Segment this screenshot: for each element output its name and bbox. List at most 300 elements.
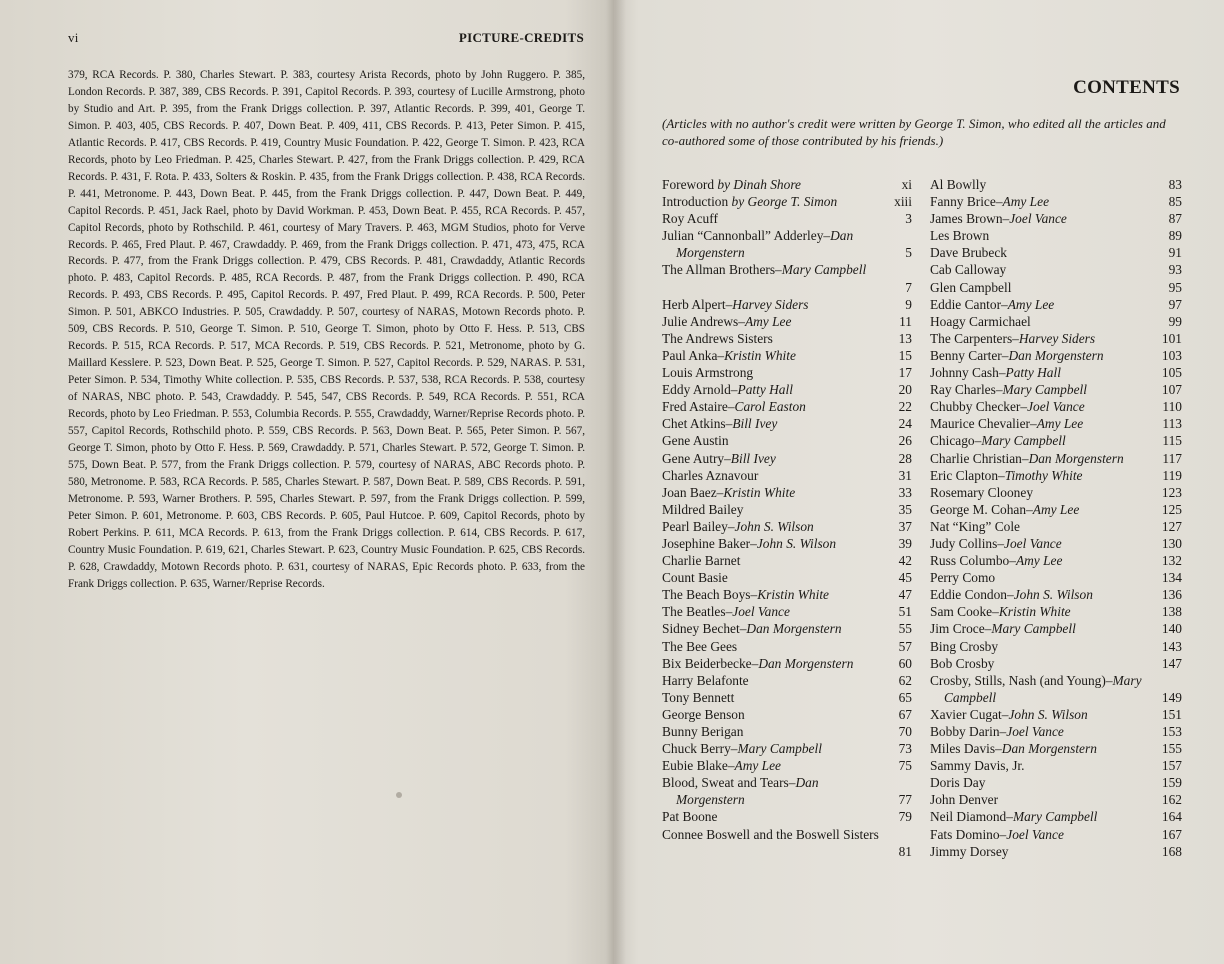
- toc-entry-subject: Jimmy Dorsey: [930, 843, 1009, 859]
- toc-entry: [930, 176, 1182, 193]
- toc-entry-title: [662, 552, 890, 569]
- toc-entry: [930, 450, 1182, 467]
- toc-entry: [930, 552, 1182, 569]
- toc-entry-title: [930, 364, 1160, 381]
- toc-entry-subject: Harry Belafonte: [662, 672, 749, 688]
- right-page: [614, 0, 1224, 964]
- toc-entry-page: 22: [898, 399, 912, 415]
- toc-entry-title: [662, 518, 890, 535]
- toc-entry-author: John S. Wilson: [1013, 587, 1093, 603]
- toc-entry-page: 9: [905, 296, 912, 312]
- toc-entry-subject: Charles Aznavour: [662, 467, 759, 483]
- toc-entry-subject: Chet Atkins–: [662, 416, 733, 432]
- toc-entry-title: [662, 757, 890, 774]
- toc-entry-title: [930, 620, 1160, 637]
- toc-entry: [930, 535, 1182, 552]
- toc-entry-title: [930, 450, 1160, 467]
- toc-entry-page: xiii: [894, 194, 912, 210]
- toc-entry-page: 107: [1161, 382, 1182, 398]
- toc-entry-title: [662, 450, 890, 467]
- toc-entry: [930, 501, 1182, 518]
- toc-entry-title: [930, 843, 1160, 860]
- toc-entry-title: [930, 176, 1160, 193]
- toc-entry-subject: George Benson: [662, 706, 745, 722]
- toc-entry: [662, 638, 912, 655]
- toc-entry-title: [930, 193, 1160, 210]
- toc-entry-page: 140: [1161, 621, 1182, 637]
- toc-entry-title: [662, 296, 890, 313]
- toc-entry: [930, 398, 1182, 415]
- toc-entry-author: Mary Campbell: [981, 433, 1066, 449]
- toc-entry: [662, 774, 912, 808]
- toc-entry-title: [662, 655, 890, 672]
- toc-entry: [662, 467, 912, 484]
- toc-entry-page: 33: [898, 484, 912, 500]
- toc-entry-author: Joel Vance: [1004, 535, 1062, 551]
- toc-entry-page: 157: [1161, 758, 1182, 774]
- toc-entry-page: 31: [898, 467, 912, 483]
- toc-entry-page: 42: [898, 553, 912, 569]
- toc-entry-subject: Perry Como: [930, 570, 996, 586]
- toc-entry-title: [662, 467, 890, 484]
- toc-entry-subject: Benny Carter–: [930, 347, 1009, 363]
- toc-entry-title: [662, 398, 890, 415]
- toc-entry: [930, 210, 1182, 227]
- toc-entry: [930, 432, 1182, 449]
- toc-entry-author: John S. Wilson: [756, 535, 837, 551]
- toc-entry-author: Patty Hall: [1005, 365, 1061, 381]
- toc-entry: [662, 398, 912, 415]
- toc-entry-subject: Blood, Sweat and Tears–: [662, 775, 796, 791]
- toc-entry-author: Dan Morgenstern: [746, 621, 842, 637]
- toc-entry-subject: Bob Crosby: [930, 655, 995, 671]
- toc-entry-author: by George T. Simon: [731, 194, 838, 210]
- toc-entry-page: 162: [1161, 792, 1182, 808]
- toc-entry: [662, 569, 912, 586]
- toc-entry-subject: Russ Columbo–: [930, 553, 1016, 569]
- toc-entry-subject: The Carpenters–: [930, 330, 1019, 346]
- toc-entry-page: 95: [1168, 279, 1182, 295]
- toc-entry-page: 62: [898, 672, 912, 688]
- toc-entry-author: Amy Lee: [744, 313, 792, 329]
- toc-entry-author: Bill Ivey: [730, 450, 776, 466]
- toc-entry-page: 99: [1168, 313, 1182, 329]
- toc-entry-page: 45: [898, 570, 912, 586]
- toc-entry-title: [930, 655, 1160, 672]
- toc-entry-subject: Bing Crosby: [930, 638, 999, 654]
- toc-entry-author: Joel Vance: [1006, 826, 1064, 842]
- toc-entry: [662, 723, 912, 740]
- toc-entry-subject: Louis Armstrong: [662, 365, 754, 381]
- toc-entry-author: Dan Morgenstern: [1008, 347, 1104, 363]
- toc-entry-subject: Fanny Brice–: [930, 194, 1003, 210]
- toc-entry-subject: Mildred Bailey: [662, 501, 744, 517]
- toc-entry-page: 83: [1168, 177, 1182, 192]
- toc-entry-page: 134: [1161, 570, 1182, 586]
- toc-entry: [930, 261, 1182, 278]
- toc-entry-page: 20: [898, 382, 912, 398]
- toc-entry-subject: Dave Brubeck: [930, 245, 1007, 261]
- toc-entry: [662, 552, 912, 569]
- toc-entry: [662, 655, 912, 672]
- toc-entry-subject: George M. Cohan–: [930, 501, 1033, 517]
- page-number: vi: [68, 30, 79, 45]
- toc-entry-page: 26: [898, 433, 912, 449]
- toc-entry-author: Amy Lee: [734, 758, 781, 774]
- contents-heading: CONTENTS: [1073, 77, 1180, 98]
- toc-entry-page: 11: [899, 313, 912, 329]
- toc-entry-title: [930, 432, 1160, 449]
- toc-entry-author: John S. Wilson: [734, 518, 814, 534]
- toc-entry-title: [930, 261, 1160, 278]
- toc-entry-author: Carol Easton: [734, 399, 806, 415]
- toc-entry-page: 167: [1161, 826, 1182, 842]
- toc-entry-author: Kristin White: [724, 347, 796, 363]
- toc-entry-subject: Roy Acuff: [662, 211, 718, 227]
- toc-entry-title: [930, 210, 1160, 227]
- toc-entry-subject: Doris Day: [930, 775, 986, 791]
- toc-entry: [930, 774, 1182, 791]
- toc-entry-author: Joel Vance: [1006, 724, 1064, 739]
- toc-entry-author: by Dinah Shore: [717, 177, 801, 192]
- toc-entry-title: [930, 484, 1160, 501]
- toc-entry-title: [662, 330, 890, 347]
- toc-entry-page: 17: [898, 365, 912, 381]
- toc-entry: [930, 193, 1182, 210]
- toc-entry-page: 117: [1162, 450, 1182, 466]
- toc-entry-page: 123: [1161, 484, 1182, 500]
- toc-entry: [930, 279, 1182, 296]
- toc-entry: [930, 826, 1182, 843]
- toc-entry-subject: Pearl Bailey–: [662, 518, 735, 534]
- toc-entry-title: [662, 620, 890, 637]
- toc-entry-title: [930, 569, 1160, 586]
- toc-entry-title: [662, 501, 890, 518]
- toc-entry-title: [930, 740, 1160, 757]
- toc-entry: [930, 740, 1182, 757]
- toc-entry-title: [930, 347, 1160, 364]
- toc-entry-title: [662, 826, 890, 843]
- toc-entry-subject: Bobby Darin–: [930, 724, 1007, 739]
- toc-entry: [930, 723, 1182, 740]
- toc-entry: [662, 347, 912, 364]
- toc-entry-subject: The Bee Gees: [662, 638, 738, 654]
- toc-entry-page: 13: [898, 330, 912, 346]
- toc-entry-subject: Eubie Blake–: [662, 758, 735, 774]
- toc-entry-subject: Rosemary Clooney: [930, 484, 1034, 500]
- toc-entry: [662, 484, 912, 501]
- toc-entry: [662, 535, 912, 552]
- toc-entry-subject: Eric Clapton–: [930, 467, 1005, 483]
- picture-credits-text: 379, RCA Records. P. 380, Charles Stewart. P. 383, courtesy Arista Records, photo by John Ruggero. P. 385, London Records. P. 387, 389, CBS Records. P. 391, Capitol Records. P. 393, courtesy of Lucille Armstrong, photo by Studio and Art. P. 395, from the Frank Driggs collection. P. 397, Atlantic Records. P. 399, 401, George T. Simon. P. 403, 405, CBS Records. P. 407, Down Beat. P. 409, 411, CBS Records. P. 413, Peter Simon. P. 415, Atlantic Records. P. 417, CBS Records. P. 419, Country Music Foundation. P. 422, George T. Simon. P. 423, RCA Records, photo by Leo Friedman. P. 425, Charles Stewart. P. 427, from the Frank Driggs collection. P. 429, RCA Records. P. 431, F. Rota. P. 433, Solters & Roskin. P. 435, from the Frank Driggs collection. P. 438, RCA Records. P. 441, Metronome. P. 443, Down Beat. P. 445, from the Frank Driggs collection. P. 447, Down Beat. P. 449, Capitol Records. P. 451, Jack Rael, photo by David Workman. P. 453, Down Beat. P. 455, RCA Records. P. 457, Capitol Records, photo by Rothschild. P. 461, courtesy of Mary Travers. P. 463, MGM Studios, photo for Verve Records. P. 465, Fred Plaut. P. 467, Crawdaddy. P. 469, from the Frank Driggs collection. P. 471, 473, 475, RCA Records. P. 477, from the Frank Driggs collection. P. 479, CBS Records. P. 481, Crawdaddy, Atlantic Records photo. P. 483, Capitol Records. P. 485, RCA Records. P. 487, from the Frank Driggs collection. P. 490, RCA Records. P. 493, CBS Records. P. 495, Capitol Records. P. 497, Fred Plaut. P. 499, RCA Records. P. 500, Peter Simon. P. 501, ABKCO Industries. P. 505, Crawdaddy. P. 507, courtesy of NARAS, Motown Records photo. P. 509, CBS Records. P. 510, George T. Simon. P. 510, George T. Simon, photo by Otto F. Hess. P. 513, CBS Records. P. 515, RCA Records. P. 517, MCA Records. P. 519, CBS Records. P. 521, Metronome, photo by G. Maillard Kesslere. P. 523, Down Beat. P. 525, George T. Simon. P. 527, Capitol Records. P. 529, NARAS. P. 531, Peter Simon. P. 534, Timothy White collection. P. 535, CBS Records. P. 537, 538, RCA Records. P. 538, courtesy of NARAS, NBC photo. P. 543, Crawdaddy. P. 545, 547, CBS Records. P. 549, RCA Records. P. 551, RCA Records, photo by Leo Friedman. P. 553, Columbia Records. P. 555, Crawdaddy, Warner/Reprise Records photo. P. 557, Capitol Records, Rothschild photo. P. 559, CBS Records. P. 563, Down Beat. P. 565, Peter Simon. P. 567, George T. Simon, photo by Otto F. Hess. P. 569, Crawdaddy. P. 571, Charles Stewart. P. 572, George T. Simon. P. 575, Down Beat. P. 577, from the Frank Driggs collection. P. 579, courtesy of NARAS, ABC Records photo. P. 580, Metronome. P. 583, RCA Records. P. 585, Charles Stewart. P. 587, Down Beat. P. 589, CBS Records. P. 591, Metronome. P. 593, Warner Brothers. P. 595, Charles Stewart. P. 597, from the Frank Driggs collection. P. 599, Peter Simon. P. 601, Metronome. P. 603, CBS Records. P. 605, Paul Hutcoe. P. 609, Capitol Records, photo by Robert Perkins. P. 611, MCA Records. P. 613, from the Frank Driggs collection. P. 614, CBS Records. P. 617, Country Music Foundation. P. 619, 621, Charles Stewart. P. 623, Country Music Foundation. P. 625, CBS Records. P. 628, Crawdaddy, Motown Records photo. P. 631, courtesy of NARAS, Epic Records photo. P. 633, from the Frank Driggs collection. P. 635, Warner/Reprise Records.: [68, 69, 585, 590]
- toc-entry-title: [930, 398, 1160, 415]
- toc-entry-title: [662, 774, 890, 808]
- toc-entry-page: 65: [898, 689, 912, 705]
- toc-entry-page: 87: [1168, 211, 1182, 227]
- toc-entry-subject: Maurice Chevalier–: [930, 416, 1037, 432]
- toc-entry: [662, 808, 912, 825]
- toc-entry: [930, 518, 1182, 535]
- toc-entry-page: 125: [1161, 501, 1182, 517]
- toc-entry: [930, 603, 1182, 620]
- toc-entry-subject: Charlie Barnet: [662, 553, 741, 569]
- toc-entry-subject: The Beatles–: [662, 604, 733, 620]
- toc-entry: [662, 415, 912, 432]
- toc-entry: [662, 313, 912, 330]
- toc-entry-title: [662, 484, 890, 501]
- toc-entry-subject: Eddie Cantor–: [930, 296, 1008, 312]
- toc-entry-page: 7: [905, 279, 912, 295]
- toc-entry-page: 103: [1161, 347, 1182, 363]
- toc-column-right: [930, 176, 1182, 860]
- toc-entry: [662, 330, 912, 347]
- toc-entry-page: 130: [1161, 535, 1182, 551]
- toc-entry-subject: Glen Campbell: [930, 279, 1012, 295]
- toc-entry-subject: Bix Beiderbecke–: [662, 655, 759, 671]
- toc-entry-subject: Chubby Checker–: [930, 399, 1028, 415]
- toc-entry-title: [662, 313, 890, 330]
- toc-entry: [930, 347, 1182, 364]
- toc-entry-page: 93: [1168, 262, 1182, 278]
- toc-entry-page: 138: [1161, 604, 1182, 620]
- toc-entry-title: [930, 244, 1160, 261]
- toc-entry-page: 132: [1161, 553, 1182, 569]
- toc-entry-title: [662, 723, 890, 740]
- toc-entry-page: 37: [898, 518, 912, 534]
- toc-entry-title: [662, 261, 890, 278]
- toc-entry-page: 101: [1161, 330, 1182, 346]
- toc-entry-title: [662, 210, 890, 227]
- toc-entry-subject: Count Basie: [662, 570, 728, 586]
- toc-entry-page: 91: [1168, 245, 1182, 261]
- toc-entry-title: [930, 535, 1160, 552]
- toc-entry-title: [662, 432, 890, 449]
- toc-entry: [662, 689, 912, 706]
- toc-entry-author: Joel Vance: [1009, 211, 1067, 227]
- toc-entry: [662, 740, 912, 757]
- toc-entry-subject: Gene Austin: [662, 433, 729, 449]
- toc-entry: [662, 603, 912, 620]
- toc-entry: [662, 518, 912, 535]
- toc-entry: [662, 296, 912, 313]
- toc-entry-subject: The Allman Brothers–: [662, 262, 782, 278]
- toc-entry-page: 143: [1161, 638, 1182, 654]
- toc-entry-title: [930, 586, 1160, 603]
- toc-entry-subject: Fats Domino–: [930, 826, 1007, 842]
- toc-entry-page: 127: [1161, 518, 1182, 534]
- toc-entry: [930, 843, 1182, 860]
- toc-entry-title: [662, 176, 890, 193]
- toc-entry-author: Dan Morgenstern: [1001, 741, 1097, 757]
- toc-entry: [662, 672, 912, 689]
- toc-entry-title: [930, 279, 1160, 296]
- toc-entry-author: Mary Campbell: [781, 262, 867, 278]
- toc-entry-page: 57: [898, 638, 912, 654]
- toc-entry-title: [930, 757, 1160, 774]
- toc-entry-author: Joel Vance: [1027, 399, 1085, 415]
- toc-entry-title: [662, 347, 890, 364]
- toc-entry: [930, 484, 1182, 501]
- toc-entry-subject: James Brown–: [930, 211, 1010, 227]
- toc-entry-title: [930, 330, 1160, 347]
- toc-entry-page: 119: [1162, 467, 1182, 483]
- toc-entry: [662, 432, 912, 449]
- toc-entry-author: Amy Lee: [1036, 416, 1084, 432]
- toc-entry: [930, 672, 1182, 706]
- toc-entry-subject: Nat “King” Cole: [930, 518, 1020, 534]
- toc-entry-author: John S. Wilson: [1008, 706, 1088, 722]
- toc-entry-page: 75: [898, 758, 912, 774]
- toc-entry-subject: Introduction: [662, 194, 732, 210]
- toc-entry-subject: Joan Baez–: [662, 484, 724, 500]
- toc-entry-page: 85: [1168, 194, 1182, 210]
- toc-entry-author: Mary Campbell: [1012, 809, 1098, 825]
- toc-entry-subject: Julian “Cannonball” Adderley–: [662, 228, 831, 244]
- toc-entry-page: 79: [898, 809, 912, 825]
- toc-entry-subject: Cab Calloway: [930, 262, 1007, 278]
- toc-entry-title: [930, 415, 1160, 432]
- toc-entry-title: [930, 774, 1160, 791]
- toc-entry-author: Kristin White: [757, 587, 829, 603]
- toc-entry: [662, 364, 912, 381]
- toc-entry-title: [662, 535, 890, 552]
- toc-entry-page: 67: [898, 706, 912, 722]
- toc-entry-page: 39: [898, 535, 912, 551]
- toc-entry-title: [662, 227, 890, 261]
- toc-entry: [930, 330, 1182, 347]
- toc-entry-page: 47: [898, 587, 912, 603]
- toc-entry-page: 159: [1161, 775, 1182, 791]
- toc-entry-subject: Al Bowlly: [930, 177, 987, 192]
- toc-entry-subject: The Andrews Sisters: [662, 330, 773, 346]
- toc-entry-title: [930, 723, 1160, 740]
- toc-entry-title: [930, 638, 1160, 655]
- toc-entry-author: Mary Campbell: [737, 741, 822, 757]
- toc-entry-page: xi: [901, 177, 912, 192]
- contents-note: (Articles with no author's credit were written by George T. Simon, who edited all the articles and co-authored some of those contributed by his friends.): [662, 116, 1166, 148]
- toc-entry: [930, 244, 1182, 261]
- toc-entry-subject: Les Brown: [930, 228, 990, 244]
- toc-entry-page: 168: [1161, 843, 1182, 859]
- toc-entry-page: 153: [1161, 724, 1182, 739]
- toc-entry-page: 3: [905, 211, 912, 227]
- toc-entry: [662, 620, 912, 637]
- toc-entry-subject: Charlie Christian–: [930, 450, 1029, 466]
- toc-entry-title: [662, 689, 890, 706]
- toc-entry: [662, 450, 912, 467]
- book-gutter: [606, 0, 626, 964]
- toc-entry: [662, 757, 912, 774]
- toc-entry-title: [662, 381, 890, 398]
- toc-entry-subject: Chuck Berry–: [662, 741, 738, 757]
- toc-entry-title: [930, 501, 1160, 518]
- toc-entry: [662, 826, 912, 860]
- toc-entry: [930, 569, 1182, 586]
- toc-entry: [662, 227, 912, 261]
- toc-entry-author: Dan Morgenstern: [1028, 450, 1124, 466]
- toc-entry-page: 15: [898, 347, 912, 363]
- toc-entry: [930, 791, 1182, 808]
- toc-entry-subject: Gene Autry–: [662, 450, 731, 466]
- toc-entry-title: [662, 193, 890, 210]
- toc-entry-title: [662, 586, 890, 603]
- toc-entry-subject: Connee Boswell and the Boswell Sisters: [662, 826, 879, 842]
- toc-entry-subject: Foreword: [662, 177, 718, 192]
- toc-entry-title: [930, 381, 1160, 398]
- toc-entry-author: Amy Lee: [1015, 553, 1063, 569]
- toc-entry-title: [930, 791, 1160, 808]
- toc-entry-page: 110: [1162, 399, 1182, 415]
- toc-entry-title: [930, 808, 1160, 825]
- toc-entry-subject: Paul Anka–: [662, 347, 725, 363]
- toc-entry-page: 164: [1161, 809, 1182, 825]
- toc-entry-author: Joel Vance: [732, 604, 790, 620]
- toc-entry-subject: Crosby, Stills, Nash (and Young)–: [930, 672, 1113, 688]
- toc-entry-page: 77: [898, 792, 912, 808]
- toc-entry-page: 115: [1162, 433, 1182, 449]
- toc-entry-title: [662, 638, 890, 655]
- toc-entry-page: 89: [1168, 228, 1182, 244]
- toc-entry: [930, 364, 1182, 381]
- page-blemish: [396, 792, 402, 798]
- toc-entry-title: [930, 467, 1160, 484]
- toc-entry-page: 155: [1161, 741, 1182, 757]
- toc-entry-page: 28: [898, 450, 912, 466]
- toc-entry-title: [662, 808, 890, 825]
- toc-entry-title: [662, 672, 890, 689]
- toc-entry-subject: Judy Collins–: [930, 535, 1005, 551]
- toc-entry: [662, 210, 912, 227]
- toc-entry-subject: Eddy Arnold–: [662, 382, 738, 398]
- toc-entry-subject: Hoagy Carmichael: [930, 313, 1031, 329]
- toc-entry-title: [930, 518, 1160, 535]
- toc-entry-subject: Johnny Cash–: [930, 365, 1006, 381]
- toc-entry-subject: Herb Alpert–: [662, 296, 733, 312]
- toc-entry: [662, 176, 912, 193]
- toc-entry-title: [930, 227, 1160, 244]
- toc-entry-author: Patty Hall: [737, 382, 793, 398]
- toc-entry: [930, 638, 1182, 655]
- toc-entry-author: Harvey Siders: [732, 296, 809, 312]
- toc-entry-title: [930, 296, 1160, 313]
- toc-entry-author: Amy Lee: [1002, 194, 1050, 210]
- toc-entry-author: Amy Lee: [1007, 296, 1055, 312]
- toc-entry-page: 70: [898, 724, 912, 739]
- toc-column-left: [662, 176, 912, 860]
- toc-entry-author: Dan Morgenstern: [676, 775, 819, 808]
- toc-entry: [662, 586, 912, 603]
- toc-entry-subject: Eddie Condon–: [930, 587, 1014, 603]
- toc-entry-title: [662, 569, 890, 586]
- toc-entry-page: 60: [898, 655, 912, 671]
- toc-entry-subject: Julie Andrews–: [662, 313, 745, 329]
- toc-entry-author: Dan Morgenstern: [676, 228, 854, 261]
- toc-entry-title: [662, 706, 890, 723]
- toc-entry-author: Harvey Siders: [1018, 330, 1096, 346]
- toc-entry-title: [930, 706, 1160, 723]
- toc-entry-page: 5: [905, 245, 912, 261]
- toc-entry: [930, 808, 1182, 825]
- toc-entry-page: 147: [1161, 655, 1182, 671]
- toc-entry-title: [662, 603, 890, 620]
- toc-entry-subject: Neil Diamond–: [930, 809, 1013, 825]
- toc-entry: [930, 296, 1182, 313]
- toc-entry: [930, 655, 1182, 672]
- toc-entry: [930, 706, 1182, 723]
- toc-entry: [930, 757, 1182, 774]
- toc-entry-subject: Tony Bennett: [662, 689, 735, 705]
- toc-entry-author: Kristin White: [723, 484, 796, 500]
